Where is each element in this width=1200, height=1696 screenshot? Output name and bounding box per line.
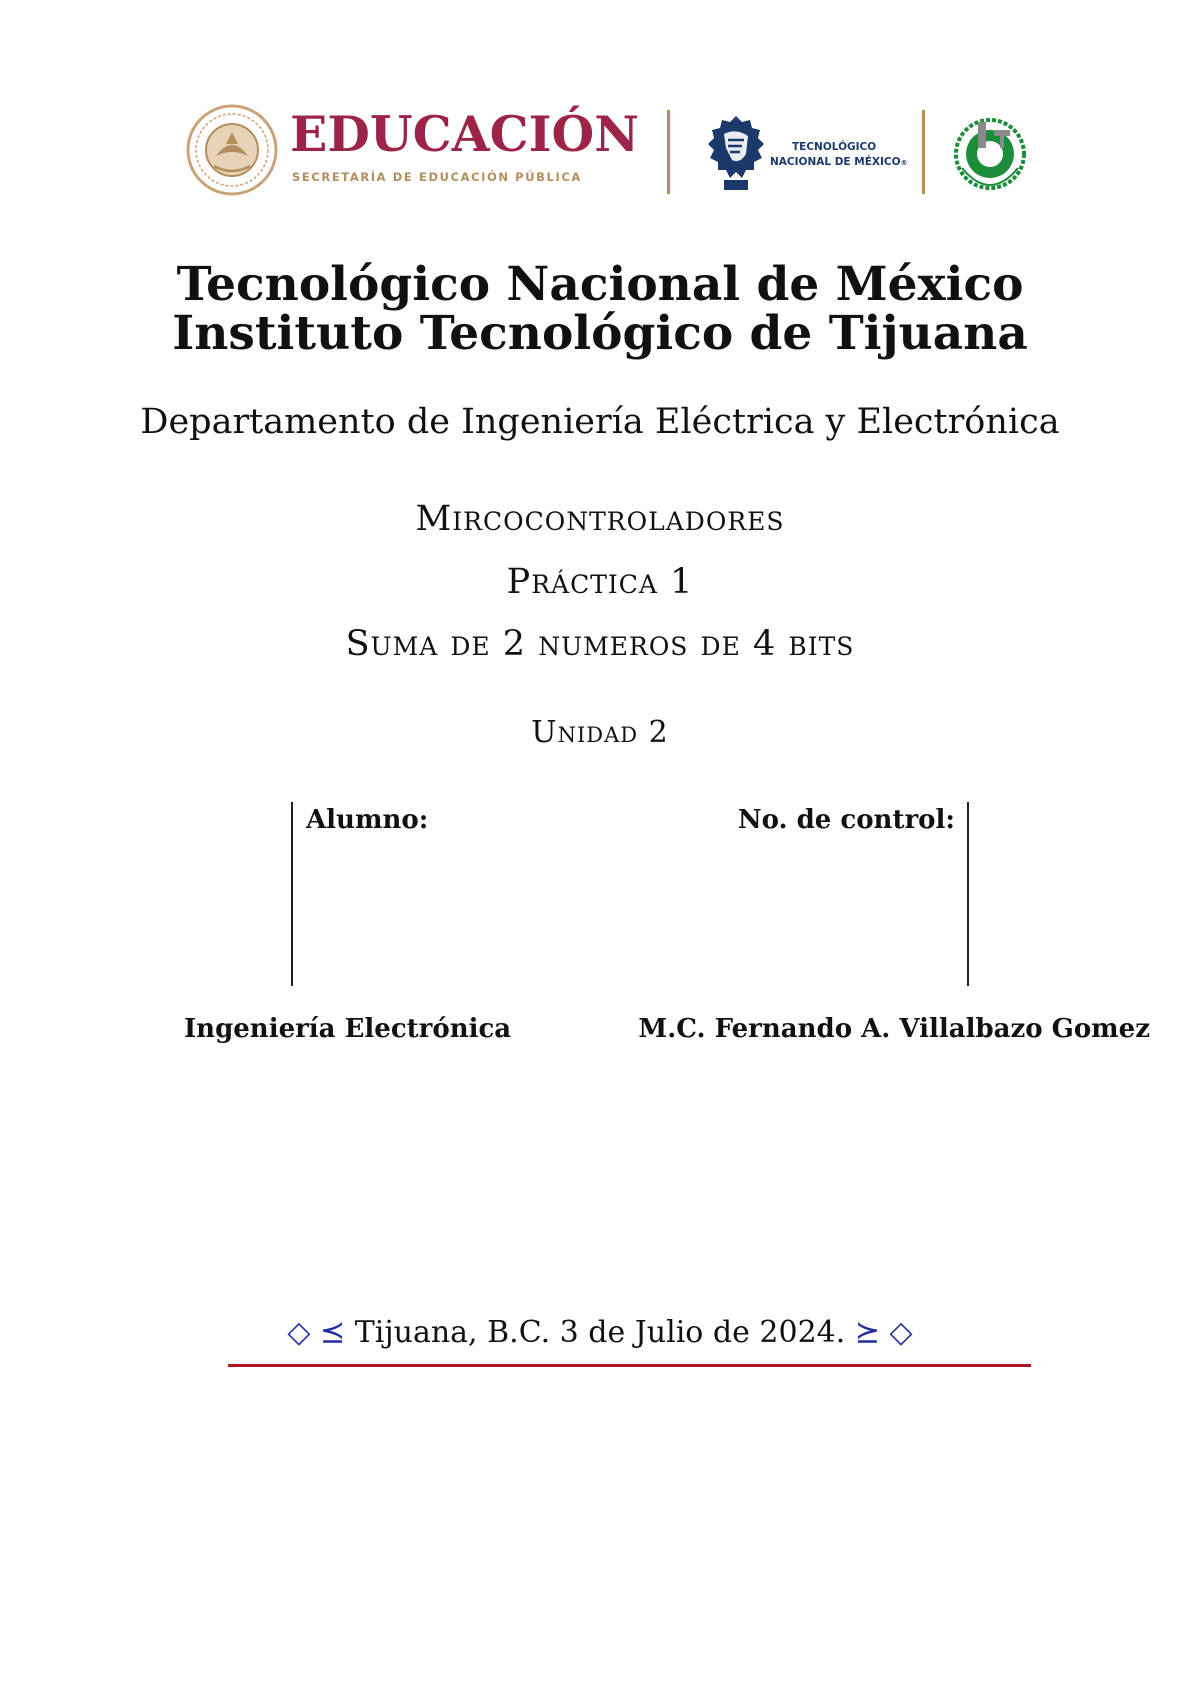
institution-title: Tecnológico Nacional de México [176, 257, 1024, 312]
department-name: Departamento de Ingeniería Eléctrica y Electrónica [140, 402, 1060, 442]
career-name: Ingeniería Electrónica [184, 1014, 512, 1044]
logo-divider [922, 110, 925, 194]
precedes-icon: ⪯ [320, 1315, 346, 1350]
tecnm-line2: NACIONAL DE MÉXICO [770, 156, 901, 168]
succeeds-icon: ⪰ [854, 1315, 880, 1350]
practice-topic: Suma de 2 numeros de 4 bits [345, 624, 855, 664]
tecnm-line1: TECNOLÓGICO [792, 141, 877, 153]
tecnm-logo-icon [706, 114, 766, 192]
student-label: Alumno: [306, 805, 429, 835]
diamond-icon: ◇ [889, 1315, 913, 1350]
info-box-left-border [291, 802, 293, 986]
campus-title: Instituto Tecnológico de Tijuana [172, 306, 1028, 361]
education-logo-title: EDUCACIÓN [290, 105, 639, 163]
tecnm-registered-mark: ® [900, 159, 908, 167]
course-name: Mircocontroladores [415, 499, 785, 539]
footer-date-line [0, 1313, 1200, 1353]
footer-rule [228, 1364, 1031, 1367]
itt-logo-icon [952, 112, 1030, 192]
education-logo-subtitle: SECRETARÍA DE EDUCACIÓN PÚBLICA [292, 170, 582, 184]
place-date: Tijuana, B.C. 3 de Julio de 2024. [354, 1315, 846, 1350]
mexican-seal-icon [186, 104, 278, 196]
tecnm-logo-text [770, 140, 908, 171]
teacher-name: M.C. Fernando A. Villalbazo Gomez [638, 1014, 1150, 1044]
unit-number: Unidad 2 [531, 715, 669, 750]
diamond-icon: ◇ [287, 1315, 311, 1350]
control-number-label: No. de control: [737, 805, 955, 835]
logo-divider [667, 110, 670, 194]
info-box-right-border [967, 802, 969, 986]
practice-number: Práctica 1 [506, 562, 694, 602]
